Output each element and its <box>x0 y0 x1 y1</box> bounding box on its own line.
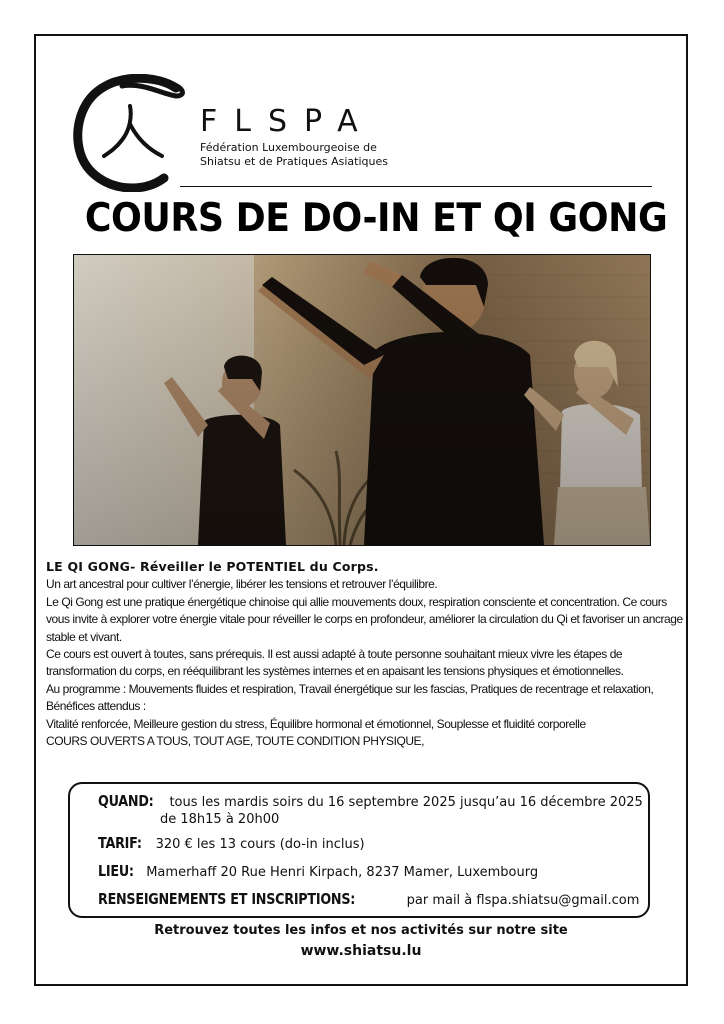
paragraph-benefits-label: Bénéfices attendus : <box>46 699 146 714</box>
website-link[interactable]: www.shiatsu.lu <box>300 943 422 959</box>
price-value: 320 € les 13 cours (do-in inclus) <box>155 837 365 852</box>
when-label: QUAND: <box>98 792 154 810</box>
section-subhead: LE QI GONG- Réveiller le POTENTIEL du Corps. <box>46 559 379 574</box>
page-title: COURS DE DO-IN ET QI GONG <box>84 196 668 241</box>
paragraph-open-to-all: COURS OUVERTS A TOUS, TOUT AGE, TOUTE CONDITION PHYSIQUE, <box>46 734 424 749</box>
paragraph-audience: Ce cours est ouvert à toutes, sans prérequis. Il est aussi adapté à toute personne souhaitant mieux vivre les étapes de transformation du corps, en rééquilibrant les systèmes internes et en apaisant les tensions physiques et émotionnelles. <box>46 647 624 679</box>
enso-logo-icon <box>72 74 192 192</box>
course-description <box>46 558 686 750</box>
place-value: Mamerhaff 20 Rue Henri Kirpach, 8237 Mamer, Luxembourg <box>146 865 539 880</box>
qi-gong-practitioners-photo-icon <box>74 255 650 545</box>
contact-label: RENSEIGNEMENTS ET INSCRIPTIONS: <box>98 890 356 908</box>
org-full-name <box>200 141 420 169</box>
info-contact <box>98 890 639 908</box>
price-label: TARIF: <box>98 834 142 852</box>
paragraph-description: Le Qi Gong est une pratique énergétique chinoise qui allie mouvements doux, respiration consciente et concentration. Ce cours vous invite à explorer votre énergie vitale pour réveiller le corps en profondeur, améliorer la circulation du Qi et favoriser un ancrage stable et vivant. <box>46 594 683 644</box>
paragraph-intro: Un art ancestral pour cultiver l’énergie, libérer les tensions et retrouver l’équilibre. <box>46 577 438 592</box>
org-name-line-2: Shiatsu et de Pratiques Asiatiques <box>200 155 388 168</box>
info-place <box>98 862 538 880</box>
org-name-line-1: Fédération Luxembourgeoise de <box>200 141 377 154</box>
place-label: LIEU: <box>98 862 134 880</box>
contact-value[interactable]: par mail à flspa.shiatsu@gmail.com <box>406 893 640 908</box>
info-when-continued <box>160 812 279 827</box>
info-when <box>98 792 643 810</box>
header-divider <box>180 186 652 187</box>
when-value-line-1: tous les mardis soirs du 16 septembre 2025 jusqu’au 16 décembre 2025 <box>169 795 643 810</box>
paragraph-program: Au programme : Mouvements fluides et respiration, Travail énergétique sur les fascias, Pratiques de recentrage et relaxation, <box>46 681 654 696</box>
qi-gong-photo <box>73 254 651 546</box>
org-acronym: FLSPA <box>200 104 375 139</box>
info-price <box>98 834 365 852</box>
when-value-line-2: de 18h15 à 20h00 <box>160 812 280 827</box>
footer-text: Retrouvez toutes les infos et nos activités sur notre site <box>154 923 568 938</box>
paragraph-benefits: Vitalité renforcée, Meilleure gestion du stress, Équilibre hormonal et émotionnel, Souplesse et fluidité corporelle <box>46 716 586 731</box>
